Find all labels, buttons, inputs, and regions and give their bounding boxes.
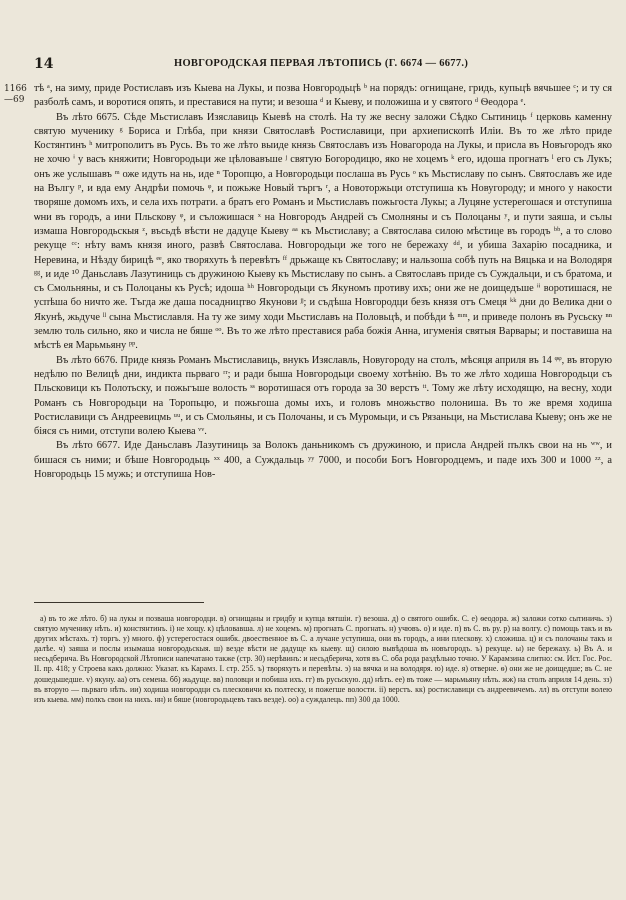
paragraph: Въ лѣто 6677. Иде Даньславъ Лазутиниць за Волокъ даньникомъ съ дружиною, и присла Андрей пълкъ свои на нь ʷʷ, и бишася съ ними; и бѣше Новгородьць ˣˣ 400, а Суждальць ʸʸ 7000, и пособи Богъ Новгородцемъ, и паде ихъ 300 и 1000 ᶻᶻ, а Новгородьць 15 мужь; и отступиша Нов- <box>34 440 612 481</box>
paragraph: тѣ ᵃ, на зиму, приде Ростиславъ изъ Кыева на Лукы, и позва Новгородьцѣ ᵇ на порядъ: огнищане, гридь, купьцѣ вячьшее ᶜ; и ту ся разболѣ самъ, и воротися опять, и преставися на пути; и везоша ᵈ и Кыеву, и положиша и у святого ᵈ Ѳеодора ᵉ. <box>34 83 612 109</box>
running-title: НОВГОРОДСКАЯ ПЕРВАЯ ЛѢТОПИСЬ (Г. 6674 — 6677.) <box>174 58 469 69</box>
footnote-block: a) въ то же лѣто. б) на лукы и позваша новгородци. в) огнищаны и гридбу и купца вятшiи. г) везоша. д) о святого ошибк. С. е) ѳеодора. ж) заложи сотко сытиничь. з) святую мученику нѣть. и) констянтинъ. i) не хощу. к) цѣловавша. л) не хоцемъ. м) прогнать С. прогнать. н) учювъ. о) и иде. п) въ С. въ ру. р) на волгу. с) помощь такъ и въ других мѣстахъ. т) торгъ. у) много. ф) устерегостася ошибк. двоественное въ С. а лучане уступиша, они въ городъ, а ини плескову. х) сложиша. ц) и съ полочаны такъ и далѣе. ч) заяша и послы изымаша новгородьскыя. ш) везде вѣсти не дадуще къ кыеву. щ) силою вывѣдоша въ новъгородъ. ъ) рекуще. ы) не бережаху. ь) Въ А. и несьдберича. Въ Новгородской Лѣтописи напечатано также (стр. 30) нерѣвинъ: и несьдберича, хотя въ С. оба рода раздѣльно точно. У Карамзина слитно: см. Ист. Гос. Рос. II. пр. 418; у Строева какъ должно: Указат. къ Карамз. I. стр. 255. ъ) творяхуть и перевѣты. э) на вячка и на володяря. ю) иде. я) отверне. ѳ) они же не доищедше; въ С. не дошедьшедше. v) якуну. аа) отъ семена. бб) жьдуще. вв) половци и побиша ихъ. гг) въ русьскую. дд) нѣтъ. ее) въ тоже — марьмьяну нѣть. жж) на столъ априля 14 день. зз) въ вторую — пьрваго нѣть. ии) ходиша новгородци съ плесковичи къ полтеску, и пожегше волости. ii) верстъ. кк) ростиславици съ андреевичемъ. лл) въ отступи волею изъ кыева. мм) полкъ свои на нихъ. нн) и бяше (новгородьцевъ такъ везде). оо) а суждалець. пп) 300 да 1000. <box>34 614 612 704</box>
margin-year-note <box>4 84 27 106</box>
page-number: 14 <box>34 56 54 72</box>
footnote-divider <box>34 602 204 603</box>
margin-year-line: 1166 <box>4 84 27 94</box>
paragraph: Въ лѣто 6676. Приде князь Романъ Мьстиславиць, внукъ Изяславль, Новугороду на столъ, мѣсяця априля въ 14 ᵠᵠ, въ вторую недѣлю по Велицѣ дни, индикта пьрваго ʳʳ; и ради быша Новгородьци своему хотѣнiю. Въ то же лѣто ходиша Новгородьци съ Пльсковици къ Полотьску, и пожьгъше волость ˢˢ воротишася отъ города за 30 верстъ ᵗᵗ. Тому же лѣту исходящю, на весну, ходи Романъ съ Новгородьци на Торопьцю, и пожьгоша домы ихъ, и головъ множьство полониша. Въ то же время ходиша Ростиславици съ Андреевицмь ᵘᵘ, и съ Смольяны, и съ Полочаны, и съ Муромьци, и съ Рязаньци, на Мьстислава Кыеву; онъ же не бiяся съ ними, отступи волею Кыева ᵛᵛ. <box>34 354 612 438</box>
margin-year-line: —69 <box>4 95 25 105</box>
paragraph: Въ лѣто 6675. Сѣде Мьстиславъ Изяславиць Кыевѣ на столѣ. На ту же весну заложи Сѣдко Сытиниць ᶠ церковь каменну святую мученику ᵍ Бориса и Глѣба, при князи Святославѣ Ростиславици, при архиепископѣ Илiи. Въ то же лѣто приде Костянтинъ ʰ митрополитъ въ Русь. Въ то же лѣто выиде князь Святославъ изъ Новагорода на Лукы, и присла въ Новъгородъ яко не хочю ⁱ у васъ княжити; Новгородьци же цѣловавъше ʲ святую Богородицю, яко не хоцемъ ᵏ его, идоша прогнатъ ˡ его съ Лукъ; онъ же услышавъ ᵐ оже идуть на нь, иде ⁿ Торопцю, а Новгородьци послаша въ Русь ᵒ къ Мьстиславу по сынъ. Святославъ же иде на Вългу ᵖ, и вда ему Андрѣи помочь ᵠ, и пожьже Новый търгъ ʳ, а Новоторжьци отступиша къ Новугороду; и много у накости творяше домомъ ихъ, и села ихъ потрати. а братъ его Романъ и Мьстиславъ пожьгоста Лукы; а Луцяне устерегошася и отступиша ѡни въ городъ, а ини Пльскову ᵠ, и съложишася ˣ на Новгородъ Андрей съ Смолняны и съ Полоцаны ʸ, и пути заяша, и сълы измаша Новгородьскыя ᶻ, въсьдѣ вѣсти не дадуце Кыеву ᵃᵃ къ Мьстиславу; а Святослава силою мѣстице въ городъ ᵇᵇ, а то слово рекуще ᶜᶜ: нѣту вамъ князя иного, развѣ Святослава. Новгородьци же того не бережаху ᵈᵈ, и убиша Захарiю посадника, и Неревина, и Нѣзду бирицѣ ᵉᵉ, яко творяхуть ѣ перевѣтъ ᶠᶠ дрьжаще къ Святославу; и нальзоша собѣ путь на Вяцька и на Володяря ᵍᵍ, и иде ¹⁰ Даньславъ Лазутиниць съ дружиною Кыеву къ Мьстиславу по сынъ. а Святославъ приде съ Суждальци, и съ братома, и съ Смольняны, и съ Полоцаны къ Русѣ; идоша ʰʰ Новгородьци съ Якуномъ противу ихъ; они же не доищедъше ⁱⁱ воротишася, не успѣша бо ничто же. Тъгда же даша посадництво Якунови ʲʲ; и съдѣша Новгородци безъ князя отъ Смеця ᵏᵏ дни до Велика дни о Якунѣ, жьдуче ˡˡ сына Мьстиславля. На ту же зиму ходи Мьстиславъ на Половьцѣ, и побѣди ѣ ᵐᵐ, и приведе полонъ въ Русьску ⁿⁿ землю толь сильно, яко и числа не бяше ᵒᵒ. Въ то же лѣто преставися раба божiя Анна, игуменiя святыя Варвары; и поставиша на мѣстѣ ея Марьмьяну ᵖᵖ. <box>34 111 612 352</box>
footnotes <box>34 614 612 705</box>
chronicle-text <box>34 82 612 482</box>
page-header <box>16 56 608 74</box>
